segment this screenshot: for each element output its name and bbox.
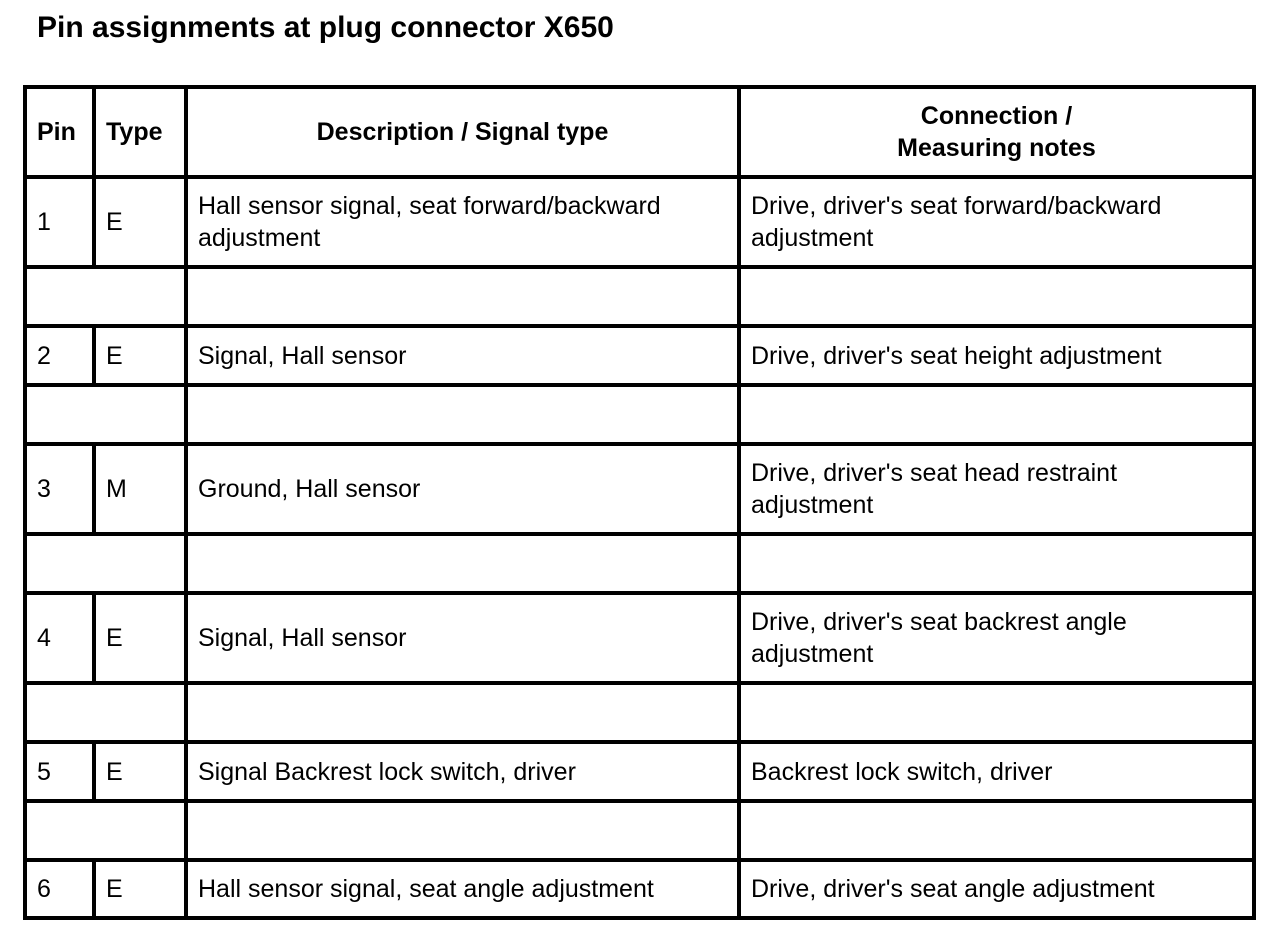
empty-cell — [186, 801, 739, 860]
table-row — [25, 860, 1254, 918]
empty-cell — [739, 801, 1254, 860]
table-row — [25, 742, 1254, 801]
table-row — [25, 444, 1254, 534]
pin-cell: 1 — [25, 177, 94, 267]
type-cell: E — [94, 860, 186, 918]
header-connection — [739, 87, 1254, 177]
spacer-row — [25, 534, 1254, 593]
type-cell: E — [94, 593, 186, 683]
header-type: Type — [94, 87, 186, 177]
table-header-row — [25, 87, 1254, 177]
pin-cell: 4 — [25, 593, 94, 683]
pin-assignment-table — [23, 85, 1256, 920]
pin-cell: 2 — [25, 326, 94, 385]
connection-cell: Drive, driver's seat angle adjustment — [739, 860, 1254, 918]
empty-cell — [739, 267, 1254, 326]
spacer-row — [25, 385, 1254, 444]
description-cell: Signal Backrest lock switch, driver — [186, 742, 739, 801]
connection-cell: Drive, driver's seat forward/backward adjustment — [739, 177, 1254, 267]
description-cell: Signal, Hall sensor — [186, 593, 739, 683]
empty-cell — [25, 534, 186, 593]
connection-cell: Drive, driver's seat height adjustment — [739, 326, 1254, 385]
connection-cell: Drive, driver's seat head restraint adjustment — [739, 444, 1254, 534]
pin-cell: 3 — [25, 444, 94, 534]
empty-cell — [25, 385, 186, 444]
table-row — [25, 177, 1254, 267]
table-row — [25, 593, 1254, 683]
spacer-row — [25, 683, 1254, 742]
empty-cell — [25, 801, 186, 860]
pin-cell: 5 — [25, 742, 94, 801]
empty-cell — [25, 267, 186, 326]
description-cell: Signal, Hall sensor — [186, 326, 739, 385]
connection-cell: Drive, driver's seat backrest angle adjustment — [739, 593, 1254, 683]
empty-cell — [25, 683, 186, 742]
empty-cell — [186, 534, 739, 593]
type-cell: E — [94, 742, 186, 801]
description-cell: Hall sensor signal, seat angle adjustment — [186, 860, 739, 918]
empty-cell — [739, 683, 1254, 742]
page-title: Pin assignments at plug connector X650 — [37, 11, 614, 44]
empty-cell — [186, 267, 739, 326]
empty-cell — [186, 385, 739, 444]
header-connection-line2: Measuring notes — [897, 134, 1096, 162]
type-cell: M — [94, 444, 186, 534]
empty-cell — [739, 385, 1254, 444]
description-cell: Ground, Hall sensor — [186, 444, 739, 534]
type-cell: E — [94, 177, 186, 267]
empty-cell — [739, 534, 1254, 593]
header-connection-line1: Connection / — [920, 102, 1073, 130]
spacer-row — [25, 801, 1254, 860]
header-pin: Pin — [25, 87, 94, 177]
empty-cell — [186, 683, 739, 742]
header-description: Description / Signal type — [186, 87, 739, 177]
connection-cell: Backrest lock switch, driver — [739, 742, 1254, 801]
table-row — [25, 326, 1254, 385]
pin-cell: 6 — [25, 860, 94, 918]
spacer-row — [25, 267, 1254, 326]
description-cell: Hall sensor signal, seat forward/backward adjustment — [186, 177, 739, 267]
type-cell: E — [94, 326, 186, 385]
